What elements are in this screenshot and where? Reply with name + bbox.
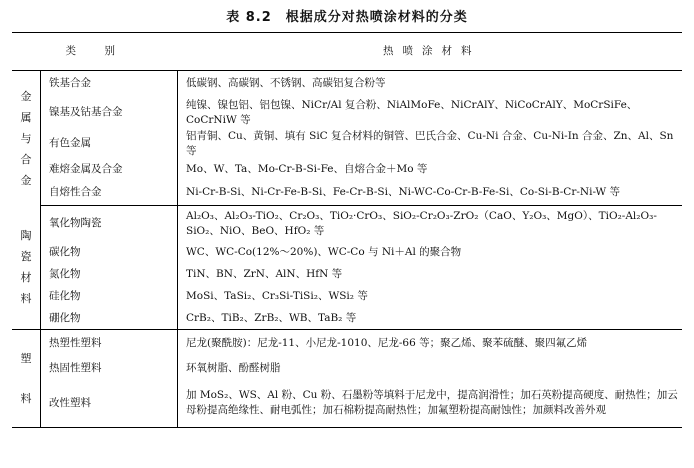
row-material: CrB₂、TiB₂、ZrB₂、WB、TaB₂ 等 bbox=[178, 308, 683, 330]
row-material: 加 MoS₂、WS、Al 粉、Cu 粉、石墨粉等填料于尼龙中，提高润滑性；加石英粉提高硬度、耐热性；加云母粉提高绝缘性、耐电弧性；加石棉粉提高耐热性；加氟塑粉提高耐蚀性；加颜料改善外观 bbox=[178, 380, 683, 428]
row-material: MoSi、TaSi₂、Cr₃Si-TiSi₂、WSi₂ 等 bbox=[186, 290, 368, 302]
classification-table bbox=[12, 32, 682, 428]
group-label-metals: 金 属 与 合 金 bbox=[12, 71, 41, 206]
table-row bbox=[12, 181, 682, 206]
table-title: 表 8.2 根据成分对热喷涂材料的分类 bbox=[226, 10, 468, 25]
group-label-ceramics: 陶 瓷 材 料 bbox=[12, 206, 41, 330]
row-type: 氮化物 bbox=[41, 264, 178, 286]
row-type: 难熔金属及合金 bbox=[41, 159, 178, 181]
table-row bbox=[12, 242, 682, 264]
table-row bbox=[12, 71, 682, 97]
row-material: 环氧树脂、酚醛树脂 bbox=[186, 361, 281, 374]
row-material: 纯镍、镍包铝、铝包镍、NiCr/Al 复合粉、NiAlMoFe、NiCrAlY、NiCoCrAlY、MoCrSiFe、CoCrNiW 等 bbox=[186, 98, 638, 126]
row-material: 铝青铜、Cu、黄铜、填有 SiC 复合材料的铜管、巴氏合金、Cu-Ni 合金、Cu-Ni-In 合金、Zn、Al、Sn 等 bbox=[186, 129, 674, 157]
table-row bbox=[12, 330, 682, 357]
row-type: 自熔性合金 bbox=[41, 181, 178, 206]
row-type: 热固性塑料 bbox=[41, 357, 178, 380]
row-material: TiN、BN、ZrN、AlN、HfN 等 bbox=[186, 268, 343, 280]
row-type: 硼化物 bbox=[41, 308, 178, 330]
row-type: 镍基及钴基合金 bbox=[41, 97, 178, 129]
row-type: 改性塑料 bbox=[41, 380, 178, 428]
table-row bbox=[12, 308, 682, 330]
row-material: Ni-Cr-B-Si、Ni-Cr-Fe-B-Si、Fe-Cr-B-Si、Ni-WC-Co-Cr-B-Fe-Si、Co-Si-B-Cr-Ni-W 等 bbox=[178, 181, 683, 206]
group-label-plastics: 塑 料 bbox=[12, 330, 41, 428]
table-row bbox=[12, 380, 682, 428]
table-row bbox=[12, 357, 682, 380]
header-category: 类 别 bbox=[12, 33, 178, 71]
table-row bbox=[12, 159, 682, 181]
table-row bbox=[12, 264, 682, 286]
table-row bbox=[12, 129, 682, 159]
row-type: 有色金属 bbox=[41, 129, 178, 159]
row-material: Mo、W、Ta、Mo-Cr-B-Si-Fe、自熔合金＋Mo 等 bbox=[186, 163, 428, 175]
table-row bbox=[12, 206, 682, 242]
table-header-row bbox=[12, 33, 682, 71]
row-material: Al₂O₃、Al₂O₃-TiO₂、Cr₂O₃、TiO₂·CrO₃、SiO₂-Cr₂O₃-ZrO₂（CaO、Y₂O₃、MgO）、TiO₂-Al₂O₃-SiO₂、NiO、BeO、HfO₂ 等 bbox=[186, 209, 657, 237]
table-row bbox=[12, 97, 682, 129]
row-material: 尼龙(聚酰胺)：尼龙-11、小尼龙-1010、尼龙-66 等；聚乙烯、聚苯硫醚、聚四氟乙烯 bbox=[186, 336, 588, 349]
row-type: 碳化物 bbox=[41, 242, 178, 264]
row-material: WC、WC-Co(12%～20%)、WC-Co 与 Ni＋Al 的聚合物 bbox=[186, 246, 462, 258]
row-type: 氧化物陶瓷 bbox=[41, 206, 178, 242]
row-type: 硅化物 bbox=[41, 286, 178, 308]
row-material: 低碳钢、高碳钢、不锈钢、高碳铝复合粉等 bbox=[186, 77, 386, 90]
row-type: 铁基合金 bbox=[41, 71, 178, 97]
row-type: 热塑性塑料 bbox=[41, 330, 178, 357]
header-material: 热喷涂材料 bbox=[178, 33, 683, 71]
table-row bbox=[12, 286, 682, 308]
